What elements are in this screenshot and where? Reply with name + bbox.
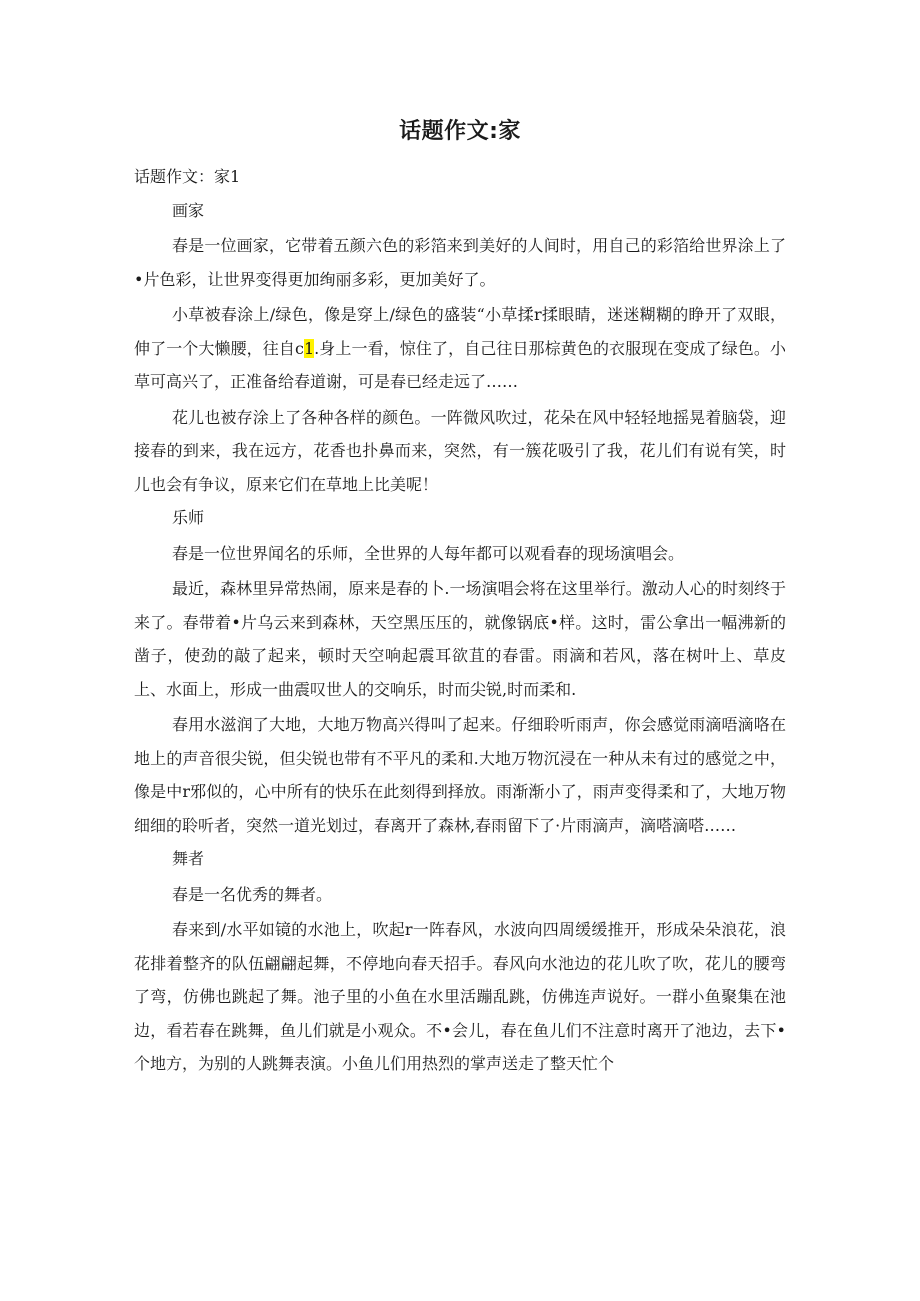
paragraph: 春是一位世界闻名的乐师，全世界的人每年都可以观看春的现场演唱会。 [172, 543, 685, 563]
section-heading-painter: 画家 [172, 200, 205, 220]
section-heading-dancer: 舞者 [172, 849, 205, 868]
document-subtitle: 话题作文：家1 [134, 167, 241, 186]
paragraph: 最近，森林里异常热闹，原来是春的卜.一场演唱会将在这里举行。激动人心的时刻终于来了。春带着•片乌云来到森林，天空黑压压的，就像锅底•样。这时，雷公拿出一幅沸新的凿子，使劲的敲了起来，顿时天空响起震耳欲苴的春雷。雨滴和若风，落在树叶上、草皮上、水面上，形成一曲震叹世人的交响乐，时而尖锐,时而柔和. [134, 579, 786, 699]
paragraph: 春来到/水平如镜的水池上，吹起r一阵春风，水波向四周缓缓推开，形成朵朵浪花，浪花排着整齐的队伍翩翩起舞，不停地向春天招手。春风向水池边的花儿吹了吹，花儿的腰弯了弯，仿佛也跳起了舞。池子里的小鱼在水里活蹦乱跳，仿佛连声说好。一群小鱼聚集在池边，看若春在跳舞，鱼儿们就是小观众。不•会儿，春在鱼儿们不注意时离开了池边，去下•个地方，为别的人跳舞表演。小鱼儿们用热烈的掌声送走了整天忙个 [134, 920, 786, 1073]
paragraph: 花儿也被存涂上了各种各样的颜色。一阵微风吹过，花朵在风中轻轻地摇晃着脑袋，迎接春的到来，我在远方，花香也扑鼻而来，突然，有一簇花吸引了我，花儿们有说有笑，时儿也会有争议，原来它们在草地上比美呢！ [134, 407, 786, 494]
paragraph-with-highlight [134, 298, 786, 399]
paragraph-text: 小草被春涂上/绿色，像是穿上/绿色的盛装“小草揉r揉眼睛，迷迷糊糊的睁开了双眼，伸了一个大懒腰，往自c [134, 305, 786, 358]
paragraph: 春是一名优秀的舞者。 [172, 884, 333, 904]
document-body [134, 160, 786, 1081]
paragraph-text: .身上一看，惊住了，自己往日那棕黄色的衣服现在变成了绿色。小草可高兴了，正准备给春道谢，可是春已经走远了…… [134, 338, 787, 391]
section-heading-musician: 乐师 [172, 508, 205, 527]
document-title: 话题作文:家 [399, 119, 521, 144]
highlighted-text: 1 [303, 338, 315, 358]
paragraph: 春是一位画家，它带着五颜六色的彩箔来到美好的人间时，用自己的彩箔给世界涂上了•片色彩，让世界变得更加绚丽多彩，更加美好了。 [134, 236, 786, 289]
paragraph: 春用水滋润了大地，大地万物高兴得叫了起来。仔细聆听雨声，你会感觉雨滴唔滴咯在地上的声音很尖锐，但尖锐也带有不平凡的柔和.大地万物沉浸在一种从未有过的感觉之中，像是中r邪似的，心中所有的快乐在此刻得到择放。雨渐渐小了，雨声变得柔和了，大地万物细细的聆听者，突然一道光划过，春离开了森林,春雨留下了·片雨滴声，滴嗒滴嗒…… [134, 715, 786, 835]
